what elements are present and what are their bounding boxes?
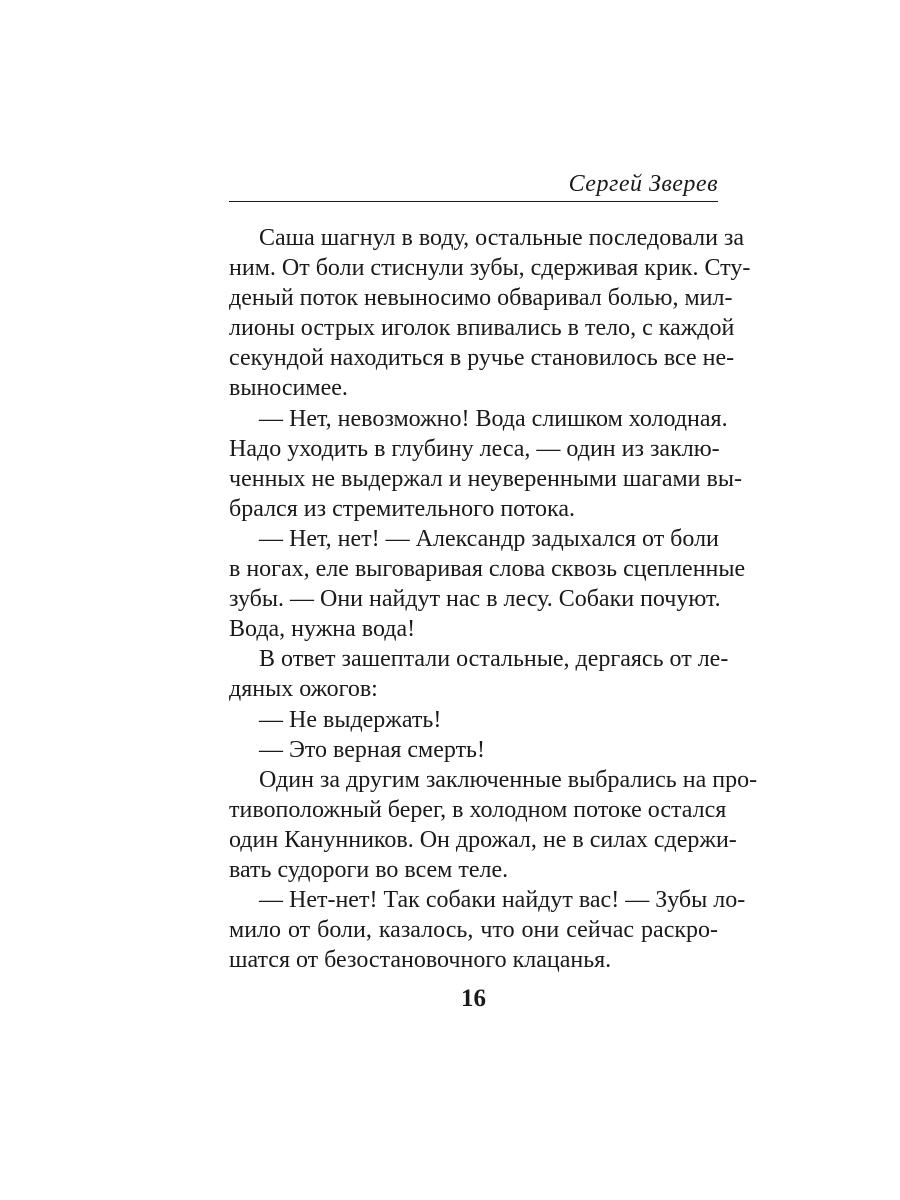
text-line: В ответ зашептали остальные, дергаясь от ле- bbox=[259, 646, 729, 673]
text-line: Надо уходить в глубину леса, — один из заклю- bbox=[229, 435, 720, 462]
text-line: Саша шагнул в воду, остальные последовали за bbox=[259, 225, 745, 251]
text-line: мило от боли, казалось, что они сейчас раскро- bbox=[229, 917, 718, 944]
text-line: зубы. — Они найдут нас в лесу. Собаки почуют. bbox=[229, 586, 721, 613]
text-line: лионы острых иголок впивались в тело, с каждой bbox=[229, 315, 735, 342]
page-number: 16 bbox=[461, 985, 486, 1012]
text-line: секундой находиться в ручье становилось все не- bbox=[229, 345, 735, 372]
body-text bbox=[229, 223, 758, 975]
running-head: Сергей Зверев bbox=[568, 171, 718, 197]
page-header bbox=[229, 168, 718, 200]
header-rule bbox=[229, 201, 718, 202]
text-line: шатся от безостановочного клацанья. bbox=[229, 947, 612, 974]
text-line: деный поток невыносимо обваривал болью, мил- bbox=[229, 285, 733, 312]
text-line: в ногах, еле выговаривая слова сквозь сцепленные bbox=[229, 556, 746, 583]
text-line: — Нет, невозможно! Вода слишком холодная. bbox=[259, 405, 728, 432]
text-line: — Это верная смерть! bbox=[259, 736, 485, 763]
text-line: — Нет-нет! Так собаки найдут вас! — Зубы ло- bbox=[259, 887, 746, 914]
text-line: тивоположный берег, в холодном потоке остался bbox=[229, 796, 727, 823]
text-line: Вода, нужна вода! bbox=[229, 616, 416, 643]
text-line: один Канунников. Он дрожал, не в силах сдержи- bbox=[229, 826, 737, 853]
text-line: — Не выдержать! bbox=[259, 706, 442, 733]
text-line: ним. От боли стиснули зубы, сдерживая крик. Сту- bbox=[229, 255, 751, 282]
text-line: ченных не выдержал и неуверенными шагами вы- bbox=[229, 465, 742, 492]
text-line: дяных ожогов: bbox=[229, 676, 378, 703]
text-line: брался из стремительного потока. bbox=[229, 495, 575, 522]
text-line: выносимее. bbox=[229, 375, 348, 402]
text-line: Один за другим заключенные выбрались на про- bbox=[259, 766, 758, 793]
text-line: вать судороги во всем теле. bbox=[229, 856, 509, 883]
text-line: — Нет, нет! — Александр задыхался от боли bbox=[259, 525, 719, 552]
